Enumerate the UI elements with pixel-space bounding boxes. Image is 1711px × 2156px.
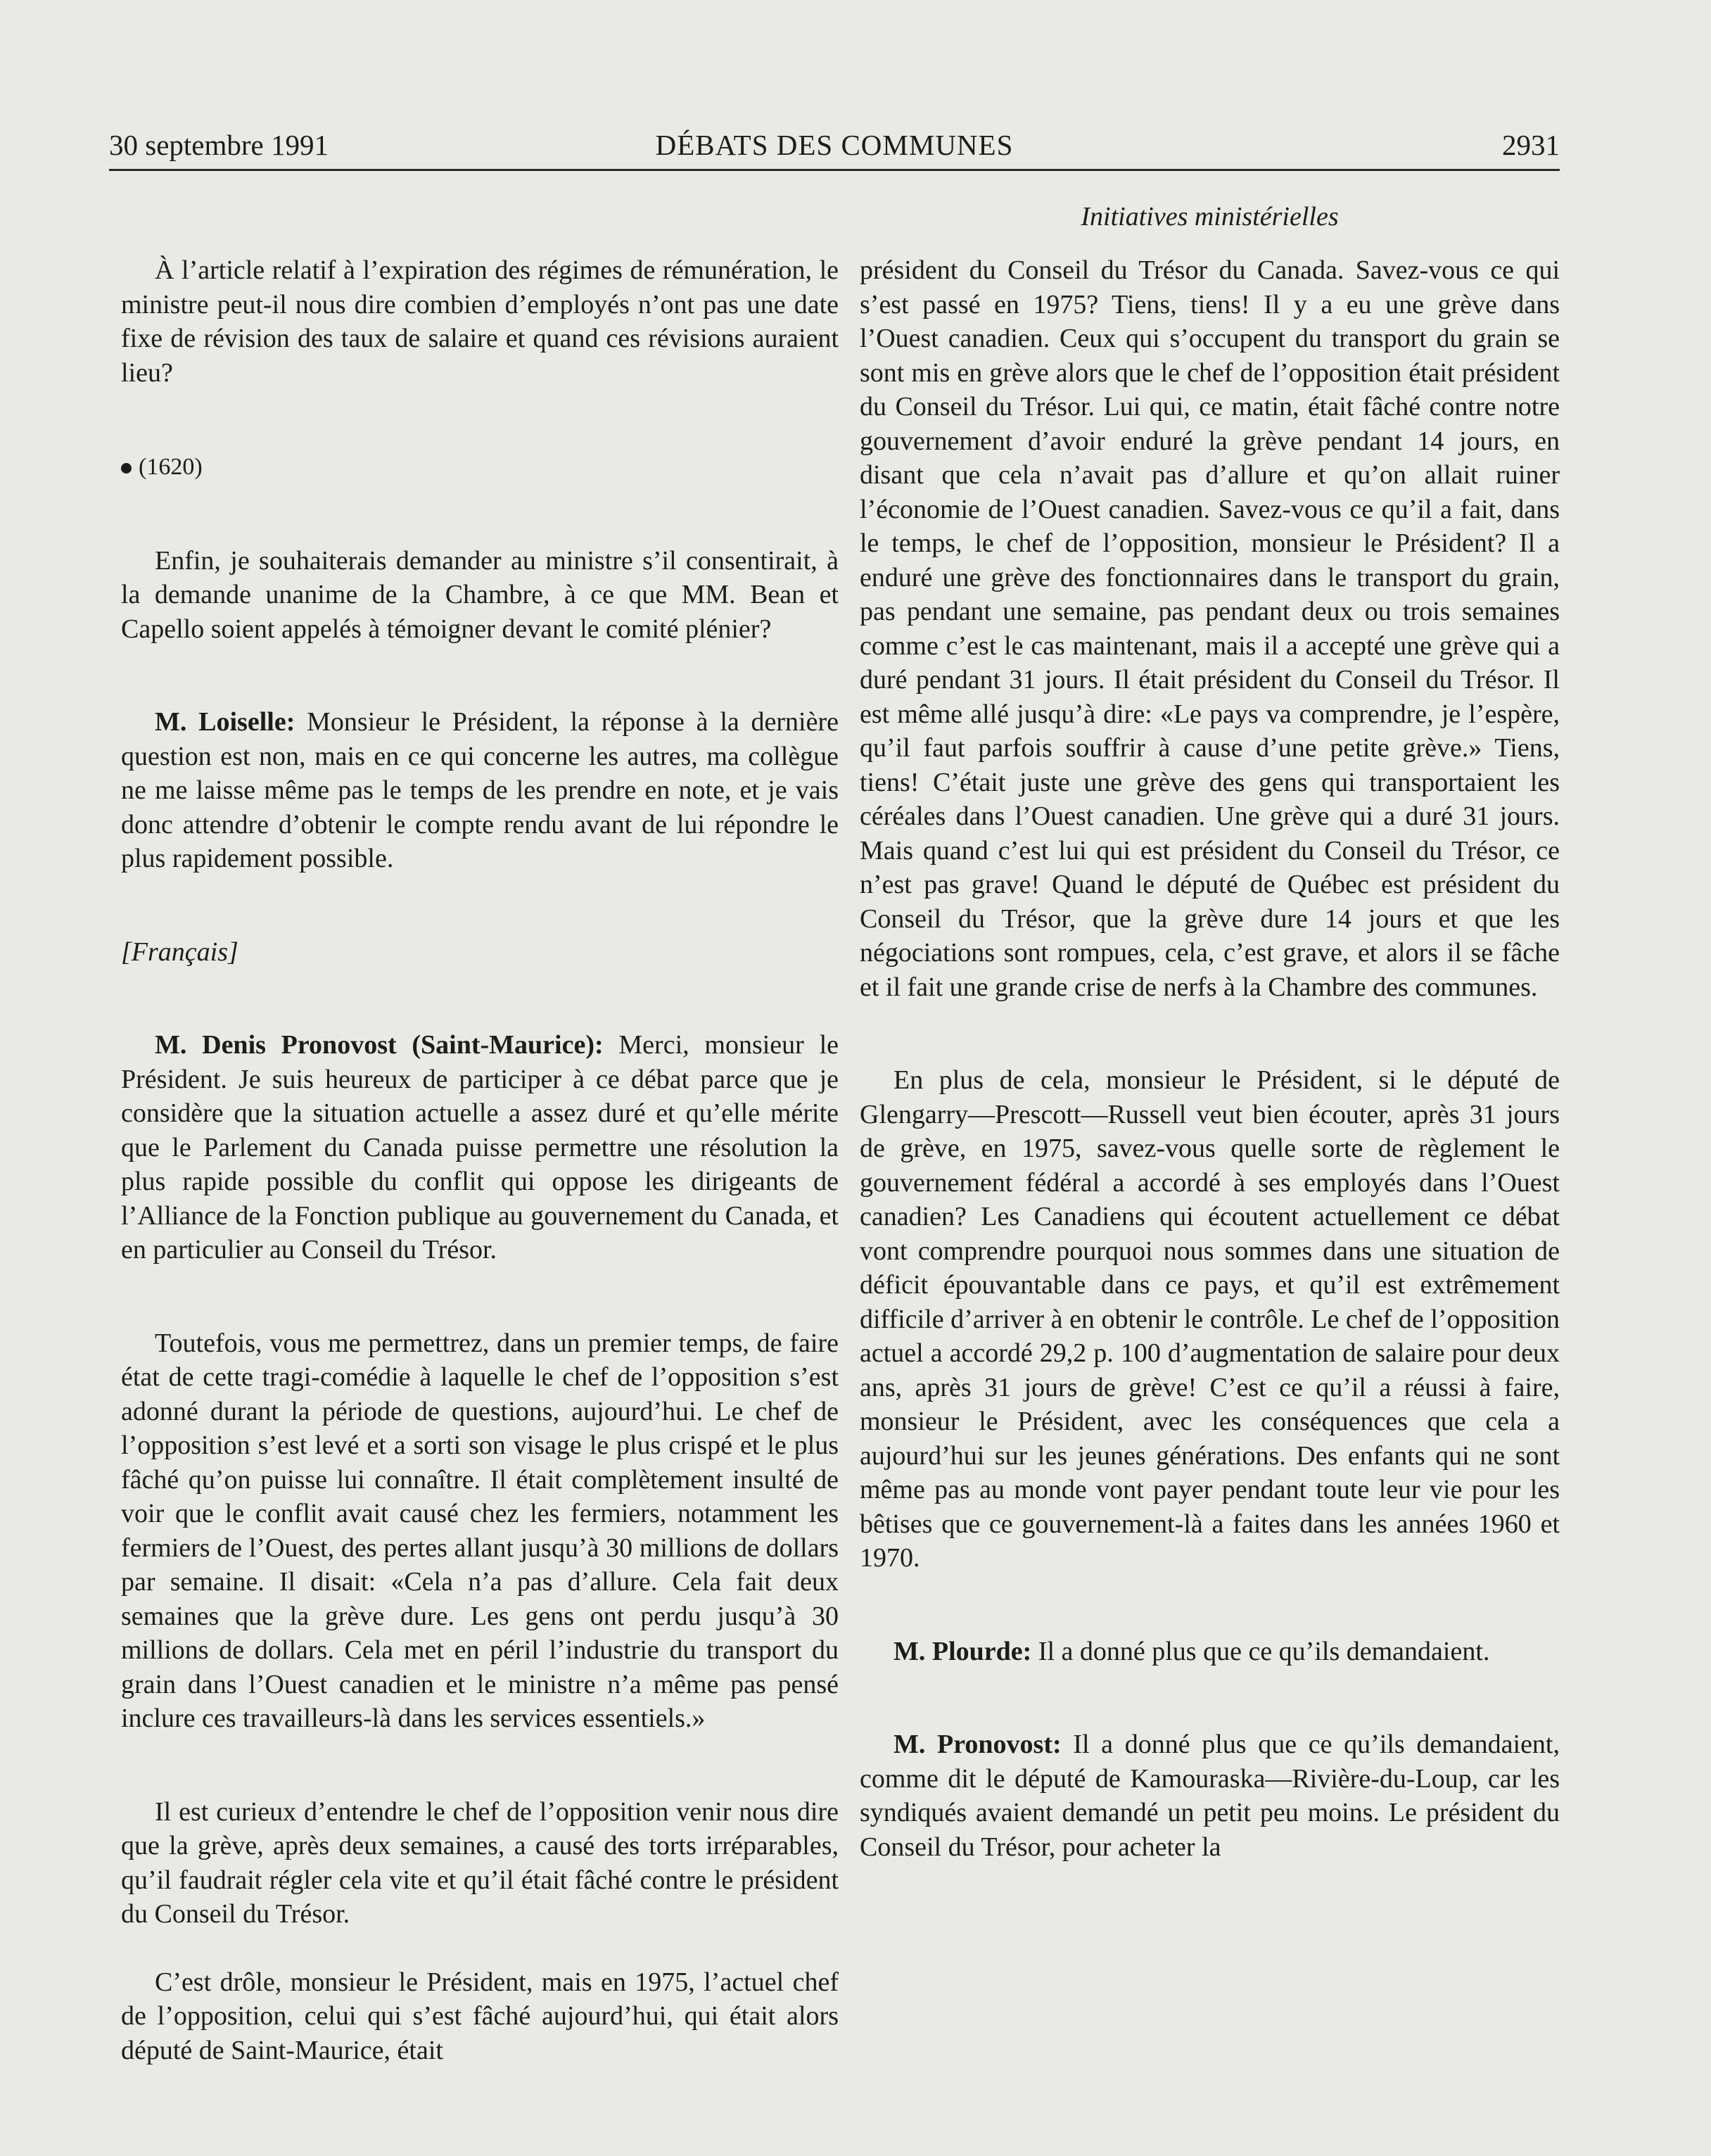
speech-text: Il a donné plus que ce qu’ils demandaient, comme dit le député de Kamouraska—Rivière-du-Loup, car les syndiqués avaient demandé un petit peu moins. Le président du Conseil du Trésor, pour acheter la bbox=[860, 1730, 1560, 1862]
bullet-icon bbox=[121, 463, 132, 474]
speaker-name: M. Plourde: bbox=[893, 1636, 1032, 1666]
speaker-name: M. Loiselle: bbox=[155, 707, 295, 737]
left-column bbox=[121, 253, 839, 2067]
left-paragraph-4 bbox=[121, 1028, 839, 1267]
right-paragraph-2: En plus de cela, monsieur le Président, si le député de Glengarry—Prescott—Russell veut bien écouter, après 31 jours de grève, en 1975, savez-vous quelle sorte de règlement le gouvernement fédéral a accordé à ses employés dans l’Ouest canadien? Les Canadiens qui écoutent actuellement ce débat vont comprendre pourquoi nous sommes dans une situation de déficit épouvantable dans ce pays, et qu’il est extrêmement difficile d’arriver à en obtenir le contrôle. Le chef de l’opposition actuel a accordé 29,2 p. 100 d’augmentation de salaire pour deux ans, après 31 jours de grève! C’est ce qu’il a réussi à faire, monsieur le Président, avec les conséquences que cela a aujourd’hui sur les jeunes générations. Des enfants qui ne sont même pas au monde vont payer pendant toute leur vie pour les bêtises que ce gouvernement-là a faites dans les années 1960 et 1970. bbox=[860, 1065, 1560, 1573]
speech-text: Merci, monsieur le Président. Je suis heureux de participer à ce débat parce que je considère que la situation actuelle a assez duré et qu’elle mérite que le Parlement du Canada puisse permettre une résolution la plus rapide possible du conflit qui oppose les dirigeants de l’Alliance de la Fonction publique au gouvernement du Canada, et en particulier au Conseil du Trésor. bbox=[121, 1030, 839, 1264]
left-paragraph-7: C’est drôle, monsieur le Président, mais en 1975, l’actuel chef de l’opposition, celui qui s’est fâché aujourd’hui, qui était alors député de Saint-Maurice, était bbox=[121, 1967, 839, 2065]
left-paragraph-6: Il est curieux d’entendre le chef de l’opposition venir nous dire que la grève, après deux semaines, a causé des torts irréparables, qu’il faudrait régler cela vite et qu’il était fâché contre le président du Conseil du Trésor. bbox=[121, 1796, 839, 1929]
right-paragraph-4 bbox=[860, 1727, 1560, 1864]
right-paragraph-3 bbox=[860, 1635, 1560, 1669]
left-paragraph-3 bbox=[121, 705, 839, 876]
header-title: DÉBATS DES COMMUNES bbox=[655, 129, 1014, 161]
header-page-number: 2931 bbox=[1502, 129, 1560, 161]
left-paragraph-5: Toutefois, vous me permettrez, dans un premier temps, de faire état de cette tragi-comédie à laquelle le chef de l’opposition s’est adonné durant la période de questions, aujourd’hui. Le chef de l’opposition s’est levé et a sorti son visage le plus crispé et le plus fâché qu’on puisse lui connaître. Il était complètement insulté de voir que le conflit avait causé chez les fermiers, notamment les fermiers de l’Ouest, des pertes allant jusqu’à 30 millions de dollars par semaine. Il disait: «Cela n’a pas d’allure. Cela fait deux semaines que la grève dure. Les gens ont perdu jusqu’à 30 millions de dollars. Cela met en péril l’industrie du transport du grain dans l’Ouest canadien et le ministre n’a même pas pensé inclure ces travailleurs-là dans les services essentiels.» bbox=[121, 1328, 839, 1733]
speaker-name: M. Denis Pronovost (Saint-Maurice): bbox=[155, 1030, 604, 1060]
language-tag bbox=[121, 935, 839, 970]
header-rule bbox=[109, 169, 1560, 171]
right-paragraph-1: président du Conseil du Trésor du Canada. Savez-vous ce qui s’est passé en 1975? Tiens, tiens! Il y a eu une grève dans l’Ouest canadien. Ceux qui s’occupent du transport du grain se sont mis en grève alors que le chef de l’opposition était président du Conseil du Trésor. Lui qui, ce matin, était fâché contre notre gouvernement d’avoir enduré la grève pendant 14 jours, en disant que cela n’avait pas d’allure et qu’on allait ruiner l’économie de l’Ouest canadien. Savez-vous ce qu’il a fait, dans le temps, le chef de l’opposition, monsieur le Président? Il a enduré une grève des fonctionnaires dans le transport du grain, pas pendant une semaine, pas pendant deux ou trois semaines comme c’est le cas maintenant, mais il a accepté une grève qui a duré pendant 31 jours. Il était président du Conseil du Trésor. Il est même allé jusqu’à dire: «Le pays va comprendre, je l’espère, qu’il faut parfois souffrir à cause d’une petite grève.» Tiens, tiens! C’était juste une grève des gens qui transportaient les céréales dans l’Ouest canadien. Une grève qui a duré 31 jours. Mais quand c’est lui qui est président du Conseil du Trésor, ce n’est pas grave! Quand le député de Québec est président du Conseil du Trésor, que la grève dure 14 jours et que les négociations sont rompues, cela, c’est grave, et alors il se fâche et il fait une grande crise de nerfs à la Chambre des communes. bbox=[860, 255, 1560, 1002]
speech-text: Monsieur le Président, la réponse à la dernière question est non, mais en ce qui concerne les autres, ma collègue ne me laisse même pas le temps de les prendre en note, et je vais donc attendre d’obtenir le compte rendu avant de lui répondre le plus rapidement possible. bbox=[121, 707, 839, 873]
language-tag-text: [Français] bbox=[121, 937, 238, 967]
header-date: 30 septembre 1991 bbox=[109, 129, 329, 161]
right-column bbox=[860, 253, 1560, 1864]
section-heading: Initiatives ministérielles bbox=[1081, 202, 1339, 232]
speaker-name: M. Pronovost: bbox=[893, 1730, 1062, 1759]
left-paragraph-2: Enfin, je souhaiterais demander au ministre s’il consentirait, à la demande unanime de la Chambre, à ce que MM. Bean et Capello soient appelés à témoigner devant le comité plénier? bbox=[121, 545, 839, 644]
speech-text: Il a donné plus que ce qu’ils demandaient. bbox=[1031, 1636, 1490, 1666]
time-marker bbox=[121, 449, 839, 485]
page-header bbox=[109, 125, 1560, 169]
time-marker-text: (1620) bbox=[139, 454, 203, 480]
left-paragraph-1: À l’article relatif à l’expiration des régimes de rémunération, le ministre peut-il nous dire combien d’employés n’ont pas une date fixe de révision des taux de salaire et quand ces révisions auraient lieu? bbox=[121, 255, 839, 388]
